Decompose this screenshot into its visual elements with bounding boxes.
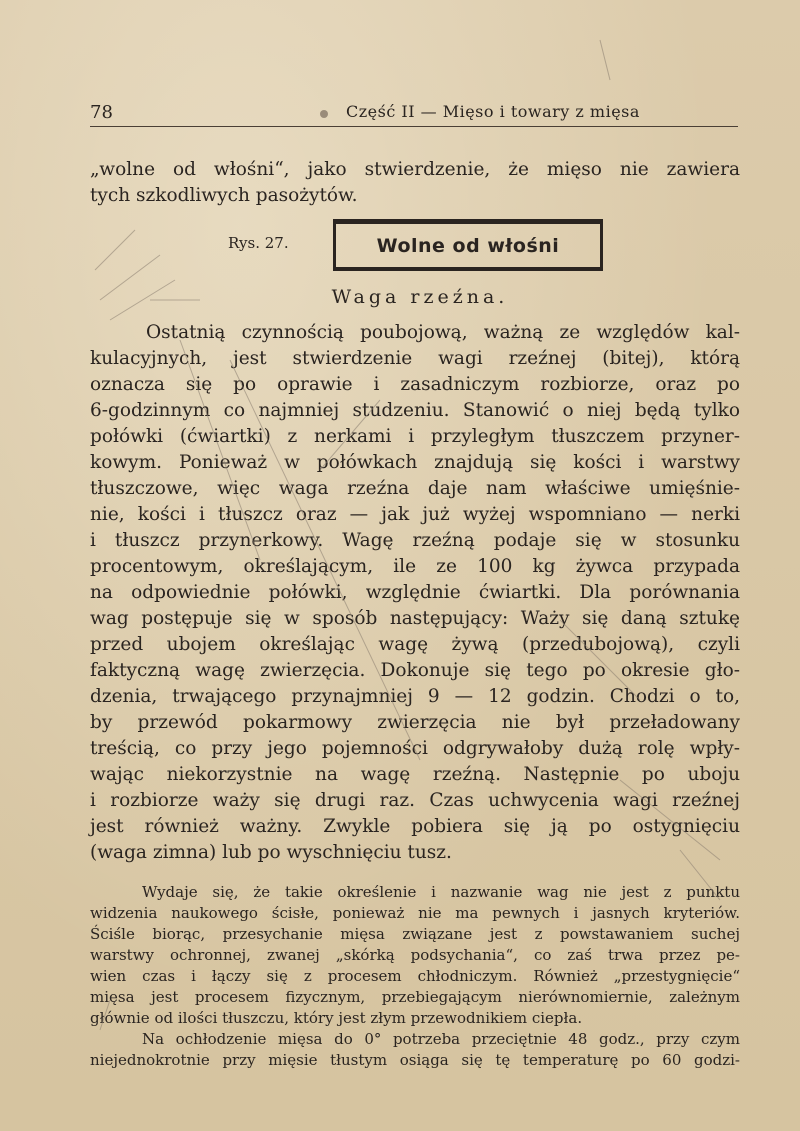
body-line: wag postępuje się w sposób następujący: Waży się daną sztukę <box>90 608 740 629</box>
body-line: przed ubojem określając wagę żywą (przedubojową), czyli <box>90 634 740 655</box>
body-line: i tłuszcz przynerkowy. Wagę rzeźną podaje się w stosunku <box>90 530 740 551</box>
body-line: faktyczną wagę zwierzęcia. Dokonuje się tego po okresie gło- <box>90 660 740 681</box>
body-line: by przewód pokarmowy zwierzęcia nie był przeładowany <box>90 712 740 733</box>
body-line: tłuszczowe, więc waga rzeźna daje nam właściwe umięśnie- <box>90 478 740 499</box>
body-line: procentowym, określającym, ile ze 100 kg żywca przypada <box>90 556 740 577</box>
body-line: wając niekorzystnie na wagę rzeźną. Następnie po uboju <box>90 764 740 785</box>
running-head: Część II — Mięso i towary z mięsa <box>346 102 640 121</box>
note-line: warstwy ochronnej, zwanej „skórką podsychania“, co zaś trwa przez pe- <box>90 946 740 964</box>
note-line: Ściśle biorąc, przesychanie mięsa związane jest z powstawaniem suchej <box>90 925 740 943</box>
body-line: dzenia, trwającego przynajmniej 9 — 12 godzin. Chodzi o to, <box>90 686 740 707</box>
note-line: głównie od ilości tłuszczu, który jest złym przewodnikiem ciepła. <box>90 1009 583 1027</box>
body-line: (waga zimna) lub po wyschnięciu tusz. <box>90 842 452 863</box>
body-line: nie, kości i tłuszcz oraz — jak już wyżej wspomniano — nerki <box>90 504 740 525</box>
intro-line: tych szkodliwych pasożytów. <box>90 185 358 206</box>
note-line: widzenia naukowego ścisłe, ponieważ nie ma pewnych i jasnych kryteriów. <box>90 904 740 922</box>
page-number: 78 <box>90 102 113 123</box>
body-line: kulacyjnych, jest stwierdzenie wagi rzeźnej (bitej), którą <box>90 348 740 369</box>
body-line: treścią, co przy jego pojemności odgrywałoby dużą rolę wpły- <box>90 738 740 759</box>
body-line: na odpowiednie połówki, względnie ćwiartki. Dla porównania <box>90 582 740 603</box>
body-line: jest również ważny. Zwykle pobiera się ją po ostygnięciu <box>90 816 740 837</box>
page-header <box>90 100 738 127</box>
note-line: mięsa jest procesem fizycznym, przebiegającym nierównomiernie, zależnym <box>90 988 740 1006</box>
note-line: wien czas i łączy się z procesem chłodniczym. Również „przestygnięcie“ <box>90 967 740 985</box>
section-title: Waga rzeźna. <box>331 286 509 308</box>
body-line: i rozbiorze waży się drugi raz. Czas uchwycenia wagi rzeźnej <box>90 790 740 811</box>
body-line: połówki (ćwiartki) z nerkami i przyległym tłuszczem przyner- <box>90 426 740 447</box>
body-line: 6-godzinnym co najmniej studzeniu. Stanowić o niej będą tylko <box>90 400 740 421</box>
body-line: kowym. Ponieważ w połówkach znajdują się kości i warstwy <box>90 452 740 473</box>
note-line: Wydaje się, że takie określenie i nazwanie wag nie jest z punktu <box>142 883 740 901</box>
ink-dot <box>320 110 328 118</box>
body-line: oznacza się po oprawie i zasadniczym rozbiorze, oraz po <box>90 374 740 395</box>
note-line: niejednokrotnie przy mięsie tłustym osiąga się tę temperaturę po 60 godzi- <box>90 1051 740 1069</box>
intro-line: „wolne od włośni“, jako stwierdzenie, że mięso nie zawiera <box>90 159 740 180</box>
figure-label: Rys. 27. <box>228 234 289 252</box>
stamp-figure <box>333 219 603 271</box>
stamp-text: Wolne od włośni <box>376 234 560 257</box>
note-line: Na ochłodzenie mięsa do 0° potrzeba przeciętnie 48 godz., przy czym <box>142 1030 740 1048</box>
body-line: Ostatnią czynnością poubojową, ważną ze względów kal- <box>146 322 740 343</box>
